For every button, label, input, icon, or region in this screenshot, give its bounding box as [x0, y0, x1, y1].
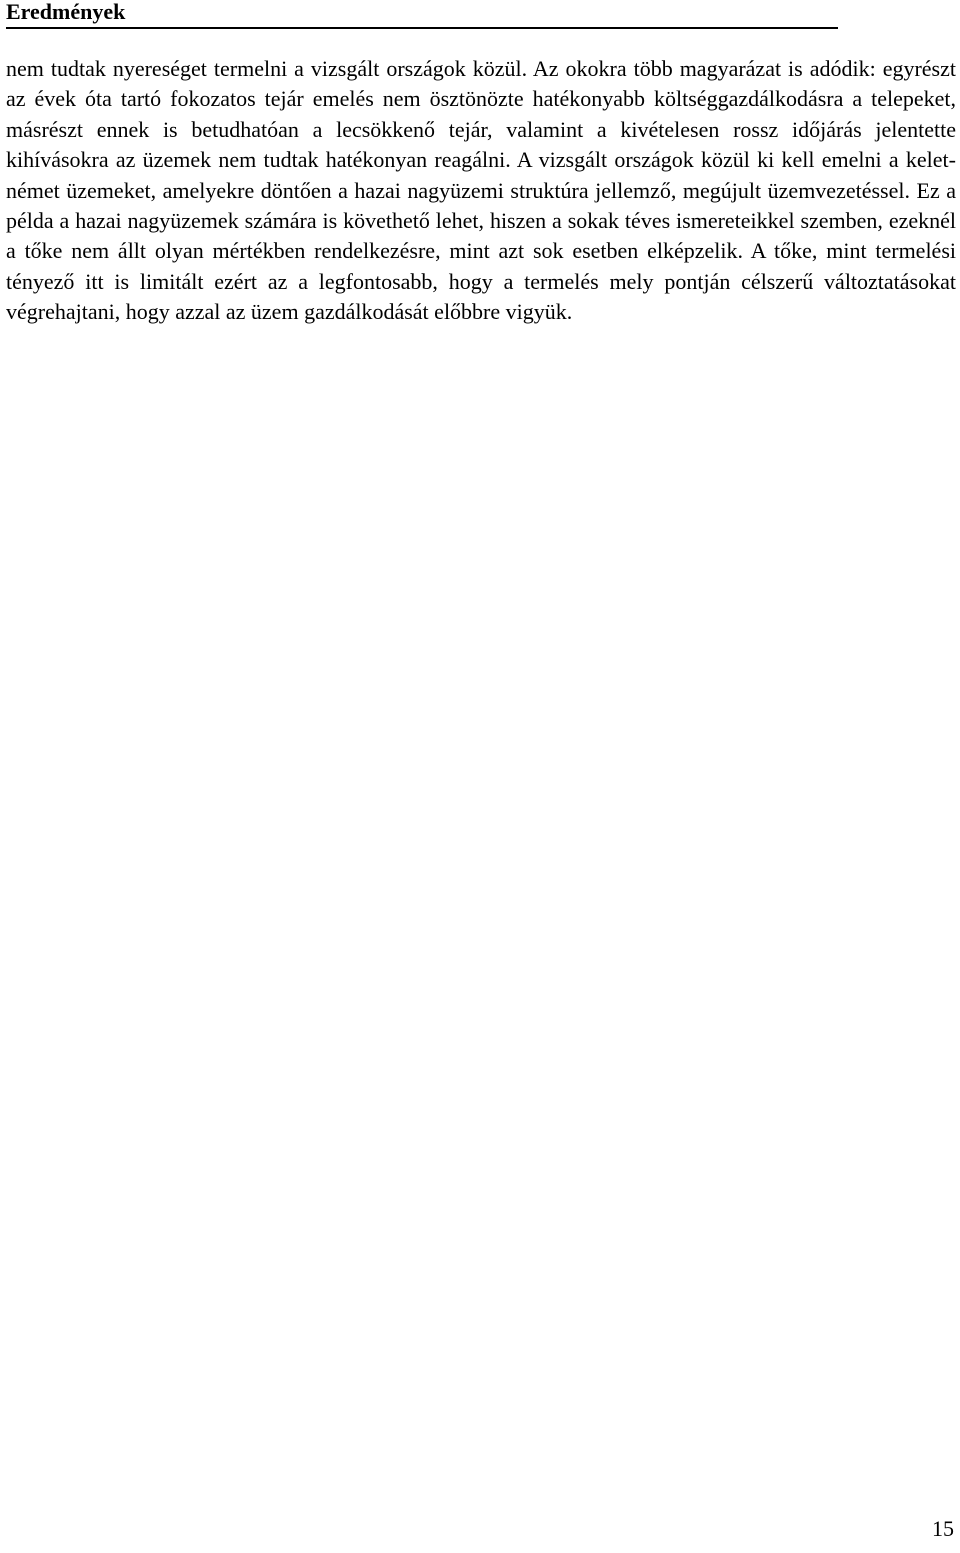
running-header	[6, 0, 838, 29]
page-number: 15	[932, 1516, 954, 1541]
body-paragraph: nem tudtak nyereséget termelni a vizsgált országok közül. Az okokra több magyarázat is adódik: egyrészt az évek óta tartó fokozatos tejár emelés nem ösztönözte hatékonyabb költséggazdálkodásra a telepeket, másrészt ennek is betudhatóan a lecsökkenő tejár, valamint a kivételesen rossz időjárás jelentette kihívásokra az üzemek nem tudtak hatékonyan reagálni. A vizsgált országok közül ki kell emelni a kelet-német üzemeket, amelyekre döntően a hazai nagyüzemi struktúra jellemző, megújult üzemvezetéssel. Ez a példa a hazai nagyüzemek számára is követhető lehet, hiszen a sokak téves ismereteikkel szemben, ezeknél a tőke nem állt olyan mértékben rendelkezésre, mint azt sok esetben elképzelik. A tőke, mint termelési tényező itt is limitált ezért az a legfontosabb, hogy a termelés mely pontján célszerű változtatásokat végrehajtani, hogy azzal az üzem gazdálkodását előbbre vigyük.	[6, 56, 956, 325]
chapter-title: Eredmények	[6, 0, 126, 24]
